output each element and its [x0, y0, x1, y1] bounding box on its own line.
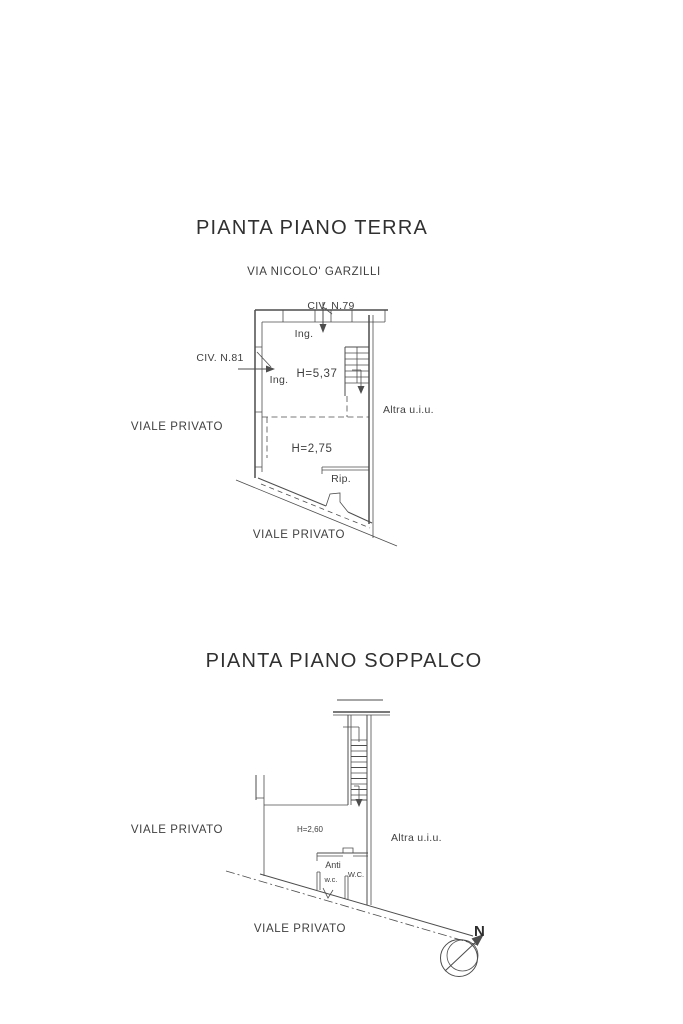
street-left-label-mezzanine: VIALE PRIVATO: [130, 824, 224, 836]
storage-label: Rip.: [331, 473, 351, 485]
mezzanine-floor-plan: [131, 650, 482, 945]
stairs-down-arrow: [354, 786, 359, 801]
civic-number-79-label: CIV. N.79: [307, 300, 355, 312]
mezzanine-height-label: H=2,60: [296, 825, 324, 834]
ground-floor-plan: [131, 217, 434, 546]
ground-floor-partitions: [262, 396, 369, 474]
mezzanine-title: PIANTA PIANO SOPPALCO: [205, 650, 483, 672]
north-compass: [441, 923, 485, 977]
civic-number-81-label: CIV. N.81: [196, 352, 244, 364]
anteroom-label: Anti: [325, 860, 341, 870]
room-height-rear-label: H=2,75: [291, 443, 333, 455]
wc-anteroom-label: w.c.: [324, 875, 338, 884]
ground-floor-entrance-arrows: [238, 302, 332, 373]
stairs-up-arrow: [352, 370, 361, 388]
mezzanine-stairs: [343, 727, 367, 807]
entrance-left-label: Ing.: [269, 374, 289, 386]
street-bottom-label-ground: VIALE PRIVATO: [252, 529, 346, 541]
ground-floor-walls: [236, 310, 397, 546]
wall-step-notch: [326, 493, 348, 512]
adjacent-unit-label-ground: Altra u.i.u.: [383, 404, 434, 416]
street-left-label-ground: VIALE PRIVATO: [130, 421, 224, 433]
adjacent-unit-label-mezzanine: Altra u.i.u.: [391, 832, 442, 844]
north-label: N: [474, 923, 485, 940]
street-name-top: VIA NICOLO' GARZILLI: [247, 266, 381, 278]
wc-label: W.C.: [347, 870, 365, 879]
entrance-top-label: Ing.: [294, 328, 314, 340]
mezzanine-walls: [226, 700, 478, 945]
ground-floor-stairs: [345, 347, 369, 396]
room-height-main-label: H=5,37: [296, 368, 338, 380]
street-bottom-label-mezzanine: VIALE PRIVATO: [253, 923, 347, 935]
ground-floor-title: PIANTA PIANO TERRA: [195, 217, 429, 239]
